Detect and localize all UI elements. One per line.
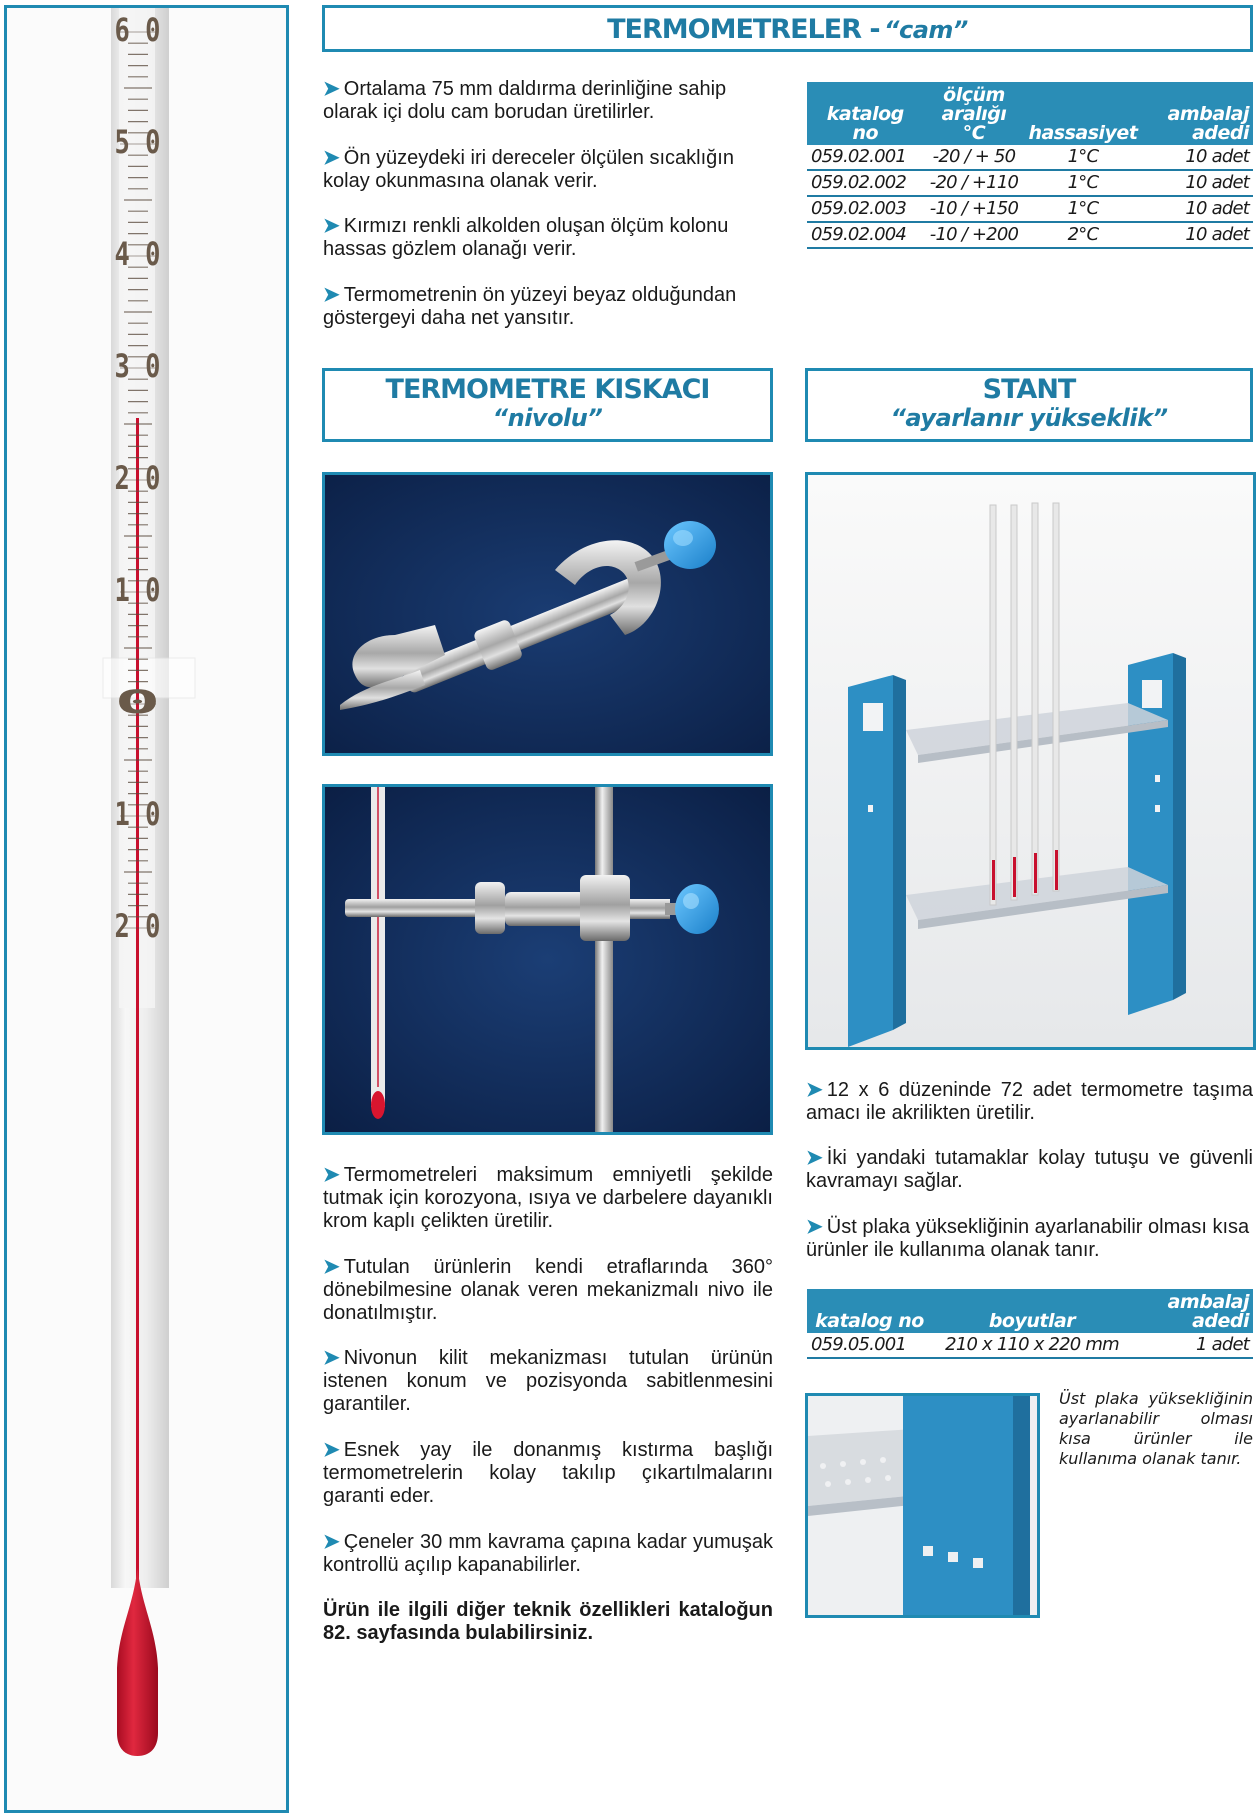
arrow-right-icon: ➤ (323, 1256, 340, 1278)
scale-label: 2 0 (114, 907, 161, 945)
stand-detail-photo (805, 1393, 1040, 1618)
arrow-right-icon: ➤ (323, 147, 340, 169)
thermometer-photo-panel (4, 5, 289, 1813)
thermometers-bullet-1: ➤ Ortalama 75 mm daldırma derinliğine sahip olarak içi dolu cam borudan üretilirler. (323, 78, 727, 123)
alcohol-bulb (117, 1568, 158, 1756)
scale-labels (115, 11, 161, 945)
clamp-bullet-5: ➤ Çeneler 30 mm kavrama çapına kadar yumuşak kontrollü açılıp kapanabilirler. (323, 1531, 773, 1576)
table-header-row (807, 1289, 1253, 1333)
scale-label: 0 (114, 683, 161, 721)
arrow-right-icon: ➤ (323, 284, 340, 306)
thermometers-subtitle: “cam” (884, 16, 968, 44)
thermometer-illustration (7, 8, 286, 1810)
arrow-right-icon: ➤ (323, 1347, 340, 1369)
scale-label: 4 0 (114, 235, 161, 273)
stand-photo-caption: Üst plaka yüksekliğinin ayarlanabilir olması kısa ürünler ile kullanıma olanak tanır. (1059, 1389, 1253, 1468)
scale-label: 1 0 (114, 571, 161, 609)
clamp-photo-2 (322, 784, 773, 1135)
col-catalog-no: katalog no (807, 82, 924, 145)
table-row: 059.02.001 -20 / + 50 1°C 10 adet (807, 145, 1253, 170)
table-row: 059.02.002 -20 / +110 1°C 10 adet (807, 170, 1253, 196)
clamp-footer-note: Ürün ile ilgili diğer teknik özellikleri kataloğun 82. sayfasında bulabilirsiniz. (323, 1599, 773, 1644)
col-package: ambalaj adedi (1132, 1289, 1253, 1333)
scale-label: 2 0 (114, 459, 161, 497)
col-dimensions: boyutlar (932, 1289, 1132, 1333)
stand-spec-table (807, 1289, 1253, 1359)
arrow-right-icon: ➤ (323, 78, 340, 100)
stand-photo (805, 472, 1256, 1050)
clamp-bullet-2: ➤ Tutulan ürünlerin kendi etraflarında 360° dönebilmesine olanak veren mekanizmalı nivo ile donatılmıştır. (323, 1256, 773, 1324)
col-precision: hassasiyet (1024, 82, 1141, 145)
arrow-right-icon: ➤ (323, 1531, 340, 1553)
scale-label: 5 0 (114, 123, 161, 161)
clamp-subtitle: “nivolu” (492, 404, 603, 432)
thermometers-bullet-4: ➤ Termometrenin ön yüzeyi beyaz olduğundan göstergeyi daha net yansıtır. (323, 284, 737, 329)
thermometers-spec-table (807, 82, 1253, 249)
scale-label: 6 0 (114, 11, 161, 49)
thermometers-bullet-3: ➤ Kırmızı renkli alkolden oluşan ölçüm kolonu hassas gözlem olanağı verir. (323, 215, 729, 260)
thermometers-bullet-2: ➤ Ön yüzeydeki iri dereceler ölçülen sıcaklığın kolay okunmasına olanak verir. (323, 147, 734, 192)
clamp-bullet-4: ➤ Esnek yay ile donanmış kıstırma başlığı termometrelerin kolay takılıp çıkartılmalarını garanti eder. (323, 1439, 773, 1507)
clamp-header (322, 368, 773, 442)
table-row: 059.02.004 -10 / +200 2°C 10 adet (807, 222, 1253, 248)
col-package: ambalaj adedi (1141, 82, 1253, 145)
clamp-bullet-1: ➤ Termometreleri maksimum emniyetli şekilde tutmak için korozyona, ısıya ve darbelere dayanıklı krom kaplı çelikten üretilir. (323, 1164, 773, 1232)
table-row: 059.05.001 210 x 110 x 220 mm 1 adet (807, 1333, 1253, 1358)
arrow-right-icon: ➤ (806, 1079, 823, 1101)
table-header-row (807, 82, 1253, 145)
stand-title: STANT (982, 374, 1076, 405)
clamp-bullet-3: ➤ Nivonun kilit mekanizması tutulan ürünün istenen konum ve pozisyonda sabitlenmesini garantiler. (323, 1347, 773, 1415)
stand-subtitle: “ayarlanır yükseklik” (890, 404, 1168, 432)
col-catalog-no: katalog no (807, 1289, 932, 1333)
scale-label: 3 0 (114, 347, 161, 385)
stand-header (805, 368, 1253, 442)
clamp-title: TERMOMETRE KISKACI (385, 374, 710, 405)
arrow-right-icon: ➤ (323, 1164, 340, 1186)
arrow-right-icon: ➤ (806, 1147, 823, 1169)
thermometers-title: TERMOMETRELER - (607, 14, 880, 45)
thermometers-header (322, 5, 1253, 52)
stand-bullet-2: ➤ İki yandaki tutamaklar kolay tutuşu ve güvenli kavramayı sağlar. (806, 1147, 1253, 1192)
table-row: 059.02.003 -10 / +150 1°C 10 adet (807, 196, 1253, 222)
stand-bullet-1: ➤ 12 x 6 düzeninde 72 adet termometre taşıma amacı ile akrilikten üretilir. (806, 1079, 1253, 1124)
stand-bullet-3: ➤ Üst plaka yüksekliğinin ayarlanabilir olması kısa ürünler ile kullanıma olanak tanır. (806, 1216, 1250, 1261)
col-range: ölçüm aralığı °C (924, 82, 1025, 145)
scale-label: 1 0 (114, 795, 161, 833)
clamp-photo-1 (322, 472, 773, 756)
arrow-right-icon: ➤ (323, 215, 340, 237)
arrow-right-icon: ➤ (806, 1216, 823, 1238)
arrow-right-icon: ➤ (323, 1439, 340, 1461)
